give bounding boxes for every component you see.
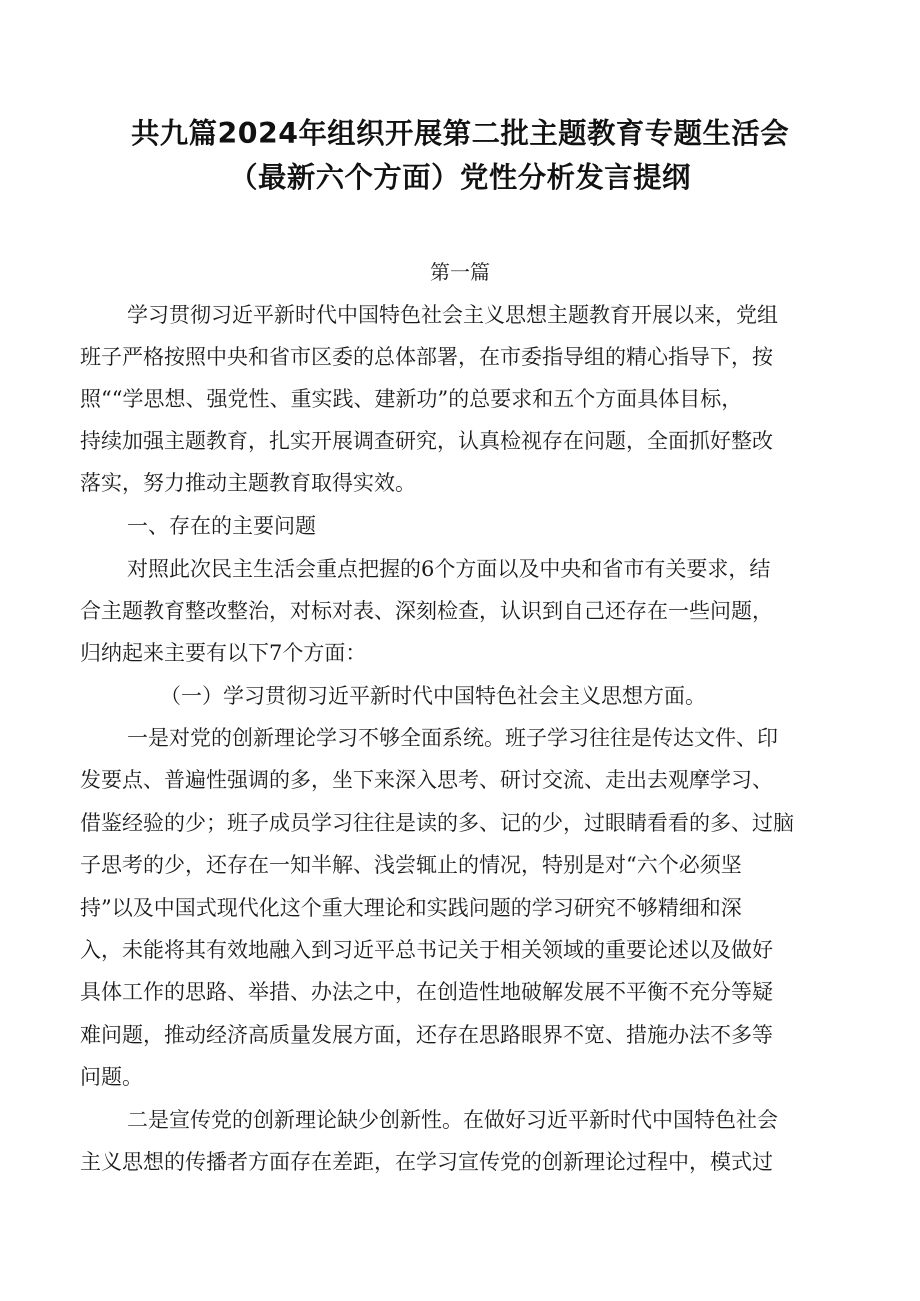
body-line: 学习贯彻习近平新时代中国特色社会主义思想主题教育开展以来，党组	[127, 303, 778, 327]
document-title-line-2: （最新六个方面）党性分析发言提纲	[229, 161, 691, 194]
body-line: 主义思想的传播者方面存在差距，在学习宣传党的创新理论过程中，模式过	[80, 1150, 773, 1174]
body-line: 落实，努力推动主题教育取得实效。	[80, 471, 416, 495]
body-line: 具体工作的思路、举措、办法之中，在创造性地破解发展不平衡不充分等疑	[80, 980, 773, 1004]
body-line: 二是宣传党的创新理论缺少创新性。在做好习近平新时代中国特色社会	[127, 1108, 778, 1132]
body-line: 归纳起来主要有以下7个方面：	[80, 641, 367, 665]
body-line: 入，未能将其有效地融入到习近平总书记关于相关领域的重要论述以及做好	[80, 938, 773, 962]
body-line: 问题。	[80, 1065, 143, 1089]
section-label: 第一篇	[430, 260, 490, 284]
body-line: 持续加强主题教育，扎实开展调查研究，认真检视存在问题，全面抓好整改	[80, 429, 773, 453]
body-line: 难问题，推动经济高质量发展方面，还存在思路眼界不宽、措施办法不多等	[80, 1023, 773, 1047]
body-line: 合主题教育整改整治，对标对表、深刻检查，认识到自己还存在一些问题，	[80, 599, 773, 623]
body-line: 照““学思想、强党性、重实践、建新功”的总要求和五个方面具体目标，	[80, 387, 743, 411]
body-line: 对照此次民主生活会重点把握的6个方面以及中央和省市有关要求，结	[127, 557, 771, 581]
subsection-heading: （一）学习贯彻习近平新时代中国特色社会主义思想方面。	[160, 684, 706, 708]
body-line: 借鉴经验的少；班子成员学习往往是读的多、记的少，过眼睛看看的多、过脑	[80, 811, 794, 835]
body-line: 班子严格按照中央和省市区委的总体部署，在市委指导组的精心指导下，按	[80, 345, 773, 369]
body-line: 子思考的少，还存在一知半解、浅尝辄止的情况，特别是对“六个必须坚	[80, 853, 742, 877]
body-line: 一是对党的创新理论学习不够全面系统。班子学习往往是传达文件、印	[127, 726, 778, 750]
document-title-line-1: 共九篇2024年组织开展第二批主题教育专题生活会	[130, 117, 790, 150]
section-heading: 一、存在的主要问题	[127, 514, 316, 538]
body-line: 持”以及中国式现代化这个重大理论和实践问题的学习研究不够精细和深	[80, 896, 742, 920]
body-line: 发要点、普遍性强调的多，坐下来深入思考、研讨交流、走出去观摩学习、	[80, 768, 773, 792]
